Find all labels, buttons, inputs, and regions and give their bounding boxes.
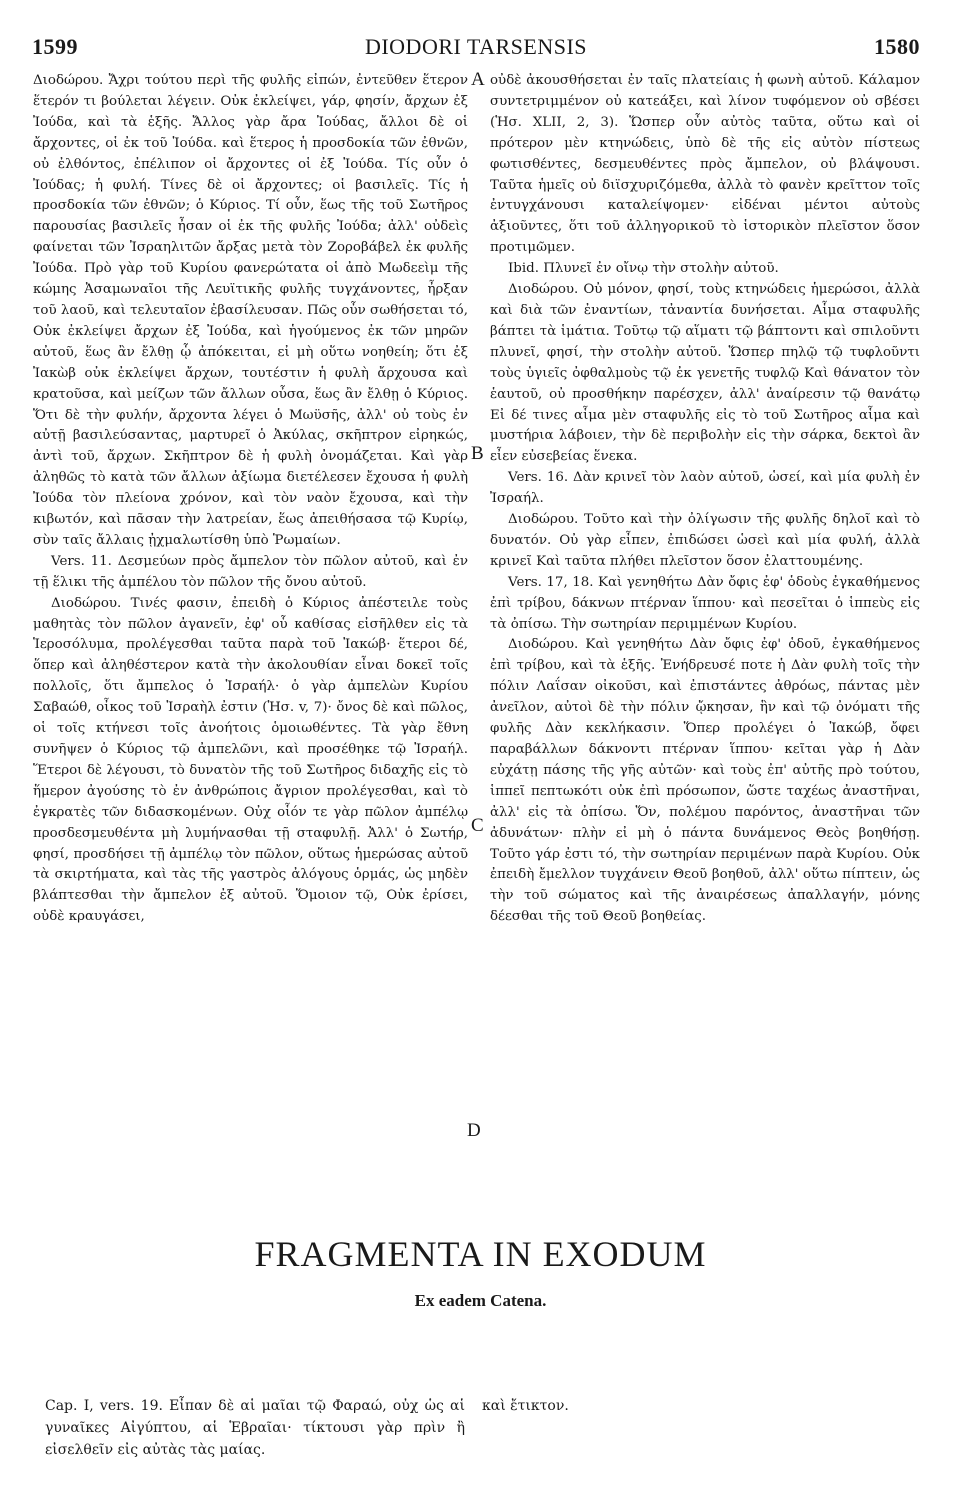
margin-marker-a: A xyxy=(471,69,485,90)
right-paragraph-1: οὐδὲ ἀκουσθήσεται ἐν ταῖς πλατείαις ἡ φωνὴ αὐτοῦ. Κάλαμον συντετριμμένον οὐ κατεάξει, καὶ λίνον τυφόμενον οὐ σβέσει (Ἡσ. XLII, 2, 3). Ὥσπερ οὖν αὐτὸς ταῦτα, οὕτω καὶ οἱ πρότερον μὲν κτηνώδεις, ὑπὸ δὲ τῆς εἰς αὐτὸν πίστεως φωτισθέντες, δεσμευθέντες πρὸς ἄμπελον, οὐ βλάψουσι. Ταῦτα ἡμεῖς οὐ διϊσχυριζόμεθα, ἀλλὰ τὸ φανὲν κρεῖττον τοῖς ἐντυγχάνουσι καταλείψομεν· εἰδέναι μέντοι αὐτοὺς ἀξιοῦντες, ὅτι τοῦ ἀλληγορικοῦ τὸ ἱστορικὸν πλεῖστον ὅσον προτιμῶμεν. xyxy=(490,73,920,256)
exodus-right-column xyxy=(482,1381,922,1431)
margin-marker-c: C xyxy=(471,815,484,836)
page-number-left: 1599 xyxy=(32,34,78,59)
exodus-paragraph-right: καὶ ἔτικτον. xyxy=(482,1398,569,1414)
page-number-right: 1580 xyxy=(874,34,920,59)
margin-marker-b: B xyxy=(471,443,484,464)
left-paragraph-1: Διοδώρου. Ἄχρι τούτου περὶ τῆς φυλῆς εἰπών, ἐντεῦθεν ἕτερον ἕτερόν τι βούλεται λέγειν. Οὐκ ἐκλείψει, γάρ, φησίν, ἄρχων ἐξ Ἰούδα, καὶ τὰ ἑξῆς. Ἄλλος γὰρ ἄρα Ἰούδας, ἄλλοι δὲ οἱ ἄρχοντες, οἱ ἐκ τοῦ Ἰούδα. καὶ ἕτερος ἡ προσδοκία τῶν ἐθνῶν, οὐ ἐλθόντος, ἐπέλιπον οἱ ἄρχοντες οἱ ἐξ Ἰούδα. Τίς οὖν ὁ Ἰούδας; ἡ φυλή. Τίνες δὲ οἱ ἄρχοντες; οἱ βασιλεῖς. Τίς ἡ προσδοκία τῶν ἐθνῶν; ὁ Κύριος. Τί οὖν, ἕως τῆς τοῦ Σωτῆρος παρουσίας βασιλεῖς ἦσαν οἱ ἐκ τῆς φυλῆς Ἰούδα; ἀλλ' οὐδεὶς φαίνεται τῶν Ἰσραηλιτῶν ἄρξας μετὰ τὸν Ζοροβάβελ ἐκ φυλῆς Ἰούδα. Πρὸ γὰρ τοῦ Κυρίου φανερώτατα οἱ ἀπὸ Μωδεεὶμ τῆς κώμης Ἀσαμωναῖοι τῆς Λευϊτικῆς φυλῆς τυγχάνοντες, ἦρξαν τοῦ λαοῦ, καὶ τελευταῖον ἐβασίλευσαν. Πῶς οὖν σωθήσεται τό, Οὐκ ἐκλείψει ἄρχων ἐξ Ἰούδα, καὶ ἡγούμενος ἐκ τῶν μηρῶν αὐτοῦ, ἕως ἂν ἔλθῃ ᾧ ἀπόκειται, εἰ μὴ οὕτω νοηθείη; ὅτι ἐξ Ἰακὼβ οὐκ ἐκλείψει ἄρχων, τουτέστιν ἡ φυλὴ ἄρχουσα καὶ κρατοῦσα, καὶ μείζων τῶν ἄλλων οὖσα, ἕως ἂν ἔλθῃ ὁ Κύριος. Ὅτι δὲ τὴν φυλήν, ἄρχοντα λέγει ὁ Μωϋσῆς, ἀλλ' οὐ τοὺς ἐν αὐτῇ βασιλεύσαντας, μαρτυρεῖ ὁ Ἀκύλας, σκῆπτρον εἰρηκώς, ἀντὶ τοῦ, ἄρχων. Σκῆπτρον δὲ ἡ φυλὴ ὀνομάζεται. Καὶ γὰρ ἀληθῶς τὸ κατὰ τῶν ἄλλων ἀξίωμα διετέλεσεν ἔχουσα ἡ φυλὴ Ἰούδα τὸν πλείονα χρόνον, καὶ τὸν ναὸν ἔχουσα, καὶ τὴν κιβωτόν, καὶ πᾶσαν τὴν λατρείαν, ἕως ἀπειθήσασα τῷ Κυρίῳ, σὺν ταῖς ἄλλαις ᾐχμαλωτίσθη ὑπὸ Ῥωμαίων. xyxy=(33,73,468,548)
margin-marker-d: D xyxy=(467,1120,481,1141)
left-paragraph-3: Διοδώρου. Τινές φασιν, ἐπειδὴ ὁ Κύριος ἀπέστειλε τοὺς μαθητὰς τὸν πῶλον ἀγανεῖν, ἐφ' οὗ καθίσας εἰσῆλθεν εἰς τὰ Ἱεροσόλυμα, προλέγεσθαι ταῦτα παρὰ τοῦ Ἰακώβ· ἕτεροι δέ, ὅπερ καὶ ἀληθέστερον κατὰ τὴν ἀκολουθίαν εἶναι δοκεῖ τοῖς πολλοῖς, ὅτι ἄμπελος ὁ Ἰσραήλ· ὁ γὰρ ἀμπελὼν Κυρίου Σαβαώθ, οἶκος τοῦ Ἰσραὴλ ἐστιν (Ἡσ. v, 7)· ὄνος δὲ καὶ πῶλος, οἱ τοῖς κτήνεσι τοῖς ἀνοήτοις ὁμοιωθέντες. Τὰ γὰρ ἔθνη συνῆψεν ὁ Κύριος τῷ ἀμπελῶνι, καὶ προσέθηκε τῷ Ἰσραήλ. Ἕτεροι δὲ λέγουσι, τὸ δυνατὸν τῆς τοῦ Σωτῆρος διδαχῆς εἰς τὸ ἥμερον ἀγούσης τὸ ἐν ἀνθρώποις ἄγριον προλέγεσθαι, καὶ τὸ ἐγκρατὲς τῶν διδασκομένων. Οὐχ οἷόν τε γὰρ πῶλον ἀμπέλῳ προσδεσμευθέντα μὴ λυμήνασθαι τῇ σταφυλῇ. Ἀλλ' ὁ Σωτήρ, φησί, προσδήσει τῇ ἀμπέλῳ τὸν πῶλον, οὕτως ἡμερώσας αὐτοῦ τὰ σκιρτήματα, καὶ τὰς τῆς γαστρὸς ἀλόγους ὁρμάς, ὡς μηδὲν βλάπτεσθαι τὴν ἄμπελον ἐξ αὐτοῦ. Ὅμοιον τῷ, Οὐκ ἐρίσει, οὐδὲ κραυγάσει, xyxy=(33,595,468,925)
right-paragraph-7: Διοδώρου. Καὶ γενηθήτω Δὰν ὄφις ἐφ' ὁδοῦ, ἐγκαθήμενος ἐπὶ τρίβου, καὶ τὰ ἑξῆς. Ἐνήδρευσέ ποτε ἡ Δὰν φυλὴ τοῖς τὴν πόλιν Λαΐσαν οἰκοῦσι, καὶ ἐπιστάντες ἀθρόως, πάντας μὲν ἀνεῖλον, αὐτοὶ δὲ τὴν πόλιν ᾤκησαν, ἣν καὶ τῷ ὀνόματι τῆς φυλῆς Δὰν κεκλήκασιν. Ὅπερ προλέγει ὁ Ἰακώβ, ὄφει παραβάλλων δάκνοντι πτέρναν ἵππου· κεῖται γὰρ ἡ Δὰν εὐχάτῃ πάσης τῆς γῆς αὐτῶν· καὶ τοὺς ἐπ' αὐτῆς πρὸ τούτου, ἱππεῖ πεπτωκότι οὐκ ἐπὶ πρόσωπον, ὥστε ταχέως ἀναστῆναι, ἀλλ' εἰς τὰ ὀπίσω. Ὅν, πολέμου παρόντος, ἀναστῆναι τῶν ἀδυνάτων· πλὴν εἰ μὴ ὁ πάντα δυνάμενος Θεὸς βοηθήσῃ. Τοῦτο γάρ ἐστι τό, τὴν σωτηρίαν περιμένων παρὰ Κυρίου. Οὐκ ἐπειδὴ ἔμελλον τυγχάνειν Θεοῦ βοηθοῦ, ἀλλ' οὕτω πίπτειν, ὡς τὴν τοῦ σώματος καὶ τῆς ἀναιρέσεως ἀπαλλαγήν, μόνης δέεσθαι τῆς τοῦ Θεοῦ βοηθείας. xyxy=(490,637,920,925)
running-title: DIODORI TARSENSIS xyxy=(364,34,588,59)
exodus-left-column xyxy=(45,1381,465,1475)
right-paragraph-4: Vers. 16. Δὰν κρινεῖ τὸν λαὸν αὐτοῦ, ὡσεί, καὶ μία φυλὴ ἐν Ἰσραήλ. xyxy=(490,470,920,507)
right-paragraph-3: Διοδώρου. Οὐ μόνον, φησί, τοὺς κτηνώδεις ἡμερώσοι, ἀλλὰ καὶ διὰ τῶν ἐναντίων, τἀναντία δυνήσεται. Αἷμα σταφυλῆς βάπτει τὰ ἱμάτια. Τοῦτῳ τῷ αἵματι τῷ βάπτοντι καὶ σπιλοῦντι πλυνεῖ, φησί, τὴν στολὴν αὐτοῦ. Ὥσπερ πηλῷ τῷ τυφλοῦντι τοὺς ὑγιεῖς ὀφθαλμοὺς τῷ ἐκ γενετῆς τυφλῷ Καὶ θάνατον τὸν ἑαυτοῦ, οὐ προσθήκην παρέσχεν, ἀλλ' ἀναίρεσιν τῷ θανάτῳ Εἰ δέ τινες αἷμα μὲν σταφυλῆς εἰς τὸ τοῦ Σωτῆρος αἷμα καὶ μυστήρια λάβοιεν, τὴν δὲ περιβολὴν εἰς τὴν σάρκα, δεκτοὶ ἂν εἶεν εὐσεβείας ἕνεκα. xyxy=(490,282,920,465)
section-subtitle: Ex eadem Catena. xyxy=(414,1291,547,1310)
section-title: FRAGMENTA IN EXODUM xyxy=(254,1234,707,1274)
right-paragraph-2: Ibid. Πλυνεῖ ἐν οἴνῳ τὴν στολὴν αὐτοῦ. xyxy=(508,261,779,277)
left-column xyxy=(33,71,468,928)
right-paragraph-6: Vers. 17, 18. Καὶ γενηθήτω Δὰν ὄφις ἐφ' ὁδοὺς ἐγκαθήμενος ἐπὶ τρίβου, δάκνων πτέρναν ἵππου· καὶ πεσεῖται ὁ ἱππεὺς εἰς τὰ ὀπίσω. Τὴν σωτηρίαν περιμμένων Κυρίου. xyxy=(490,574,920,632)
right-paragraph-5: Διοδώρου. Τοῦτο καὶ τὴν ὀλίγωσιν τῆς φυλῆς δηλοῖ καὶ τὸ δυνατόν. Οὐ γὰρ εἶπεν, ἐπιδώσει ὡσεὶ καὶ μία φυλή, ἀλλὰ κρινεῖ Καὶ ταῦτα πλήθει πλεῖστον ὅσον ἐλαττουμένης. xyxy=(490,512,920,569)
exodus-paragraph-left: Cap. I, vers. 19. Εἶπαν δὲ αἱ μαῖαι τῷ Φαραώ, οὐχ ὡς αἱ γυναῖκες Αἰγύπτου, αἱ Ἑβραῖαι· τίκτουσι γὰρ πρὶν ἢ εἰσελθεῖν εἰς αὐτὰς τὰς μαίας. xyxy=(45,1398,465,1458)
left-paragraph-2: Vers. 11. Δεσμεύων πρὸς ἄμπελον τὸν πῶλον αὐτοῦ, καὶ ἐν τῇ ἕλικι τῆς ἀμπέλου τὸν πῶλον τῆς ὄνου αὐτοῦ. xyxy=(33,553,468,590)
page-header xyxy=(32,34,920,64)
right-column xyxy=(490,71,920,928)
